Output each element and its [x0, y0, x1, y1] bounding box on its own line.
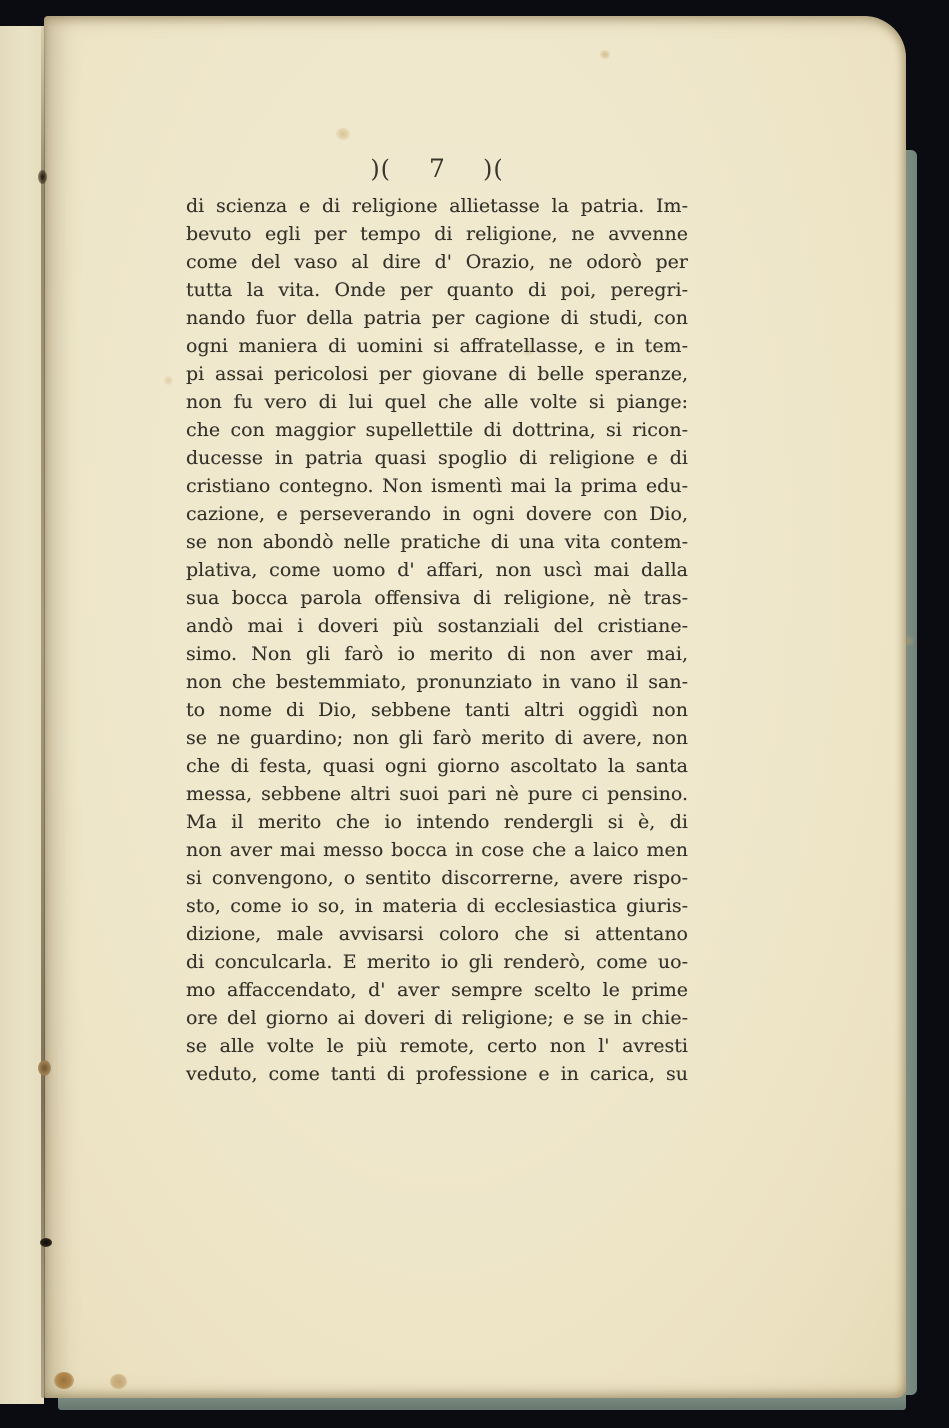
text-line: si convengono, o sentito discorrerne, avere rispo-	[186, 867, 688, 889]
text-line: non che bestemmiato, pronunziato in vano il san-	[186, 671, 688, 693]
text-line: come del vaso al dire d' Orazio, ne odorò per	[186, 251, 688, 273]
text-line: se alle volte le più remote, certo non l' avresti	[186, 1035, 688, 1057]
text-line: veduto, come tanti di professione e in carica, su	[186, 1063, 688, 1085]
gutter-notch	[38, 170, 47, 184]
foxing-stain	[600, 50, 610, 59]
gutter-crease	[41, 26, 45, 1398]
text-line: mo affaccendato, d' aver sempre scelto le prime	[186, 979, 688, 1001]
text-line: cazione, e perseverando in ogni dovere con Dio,	[186, 503, 688, 525]
text-line: nando fuor della patria per cagione di studi, con	[186, 307, 688, 329]
text-line: che con maggior supellettile di dottrina, si ricon-	[186, 419, 688, 441]
header-ornament-left: )(	[370, 155, 392, 183]
foxing-stain	[164, 376, 173, 385]
text-line: dizione, male avvisarsi coloro che si attentano	[186, 923, 688, 945]
foxing-stain	[904, 636, 914, 646]
text-line: non aver mai messo bocca in cose che a laico men	[186, 839, 688, 861]
text-line: che di festa, quasi ogni giorno ascoltato la santa	[186, 755, 688, 777]
text-line: Ma il merito che io intendo rendergli si è, di	[186, 811, 688, 833]
text-line: ducesse in patria quasi spoglio di religione e di	[186, 447, 688, 469]
text-line: se non abondò nelle pratiche di una vita contem-	[186, 531, 688, 553]
text-line: simo. Non gli farò io merito di non aver mai,	[186, 643, 688, 665]
facing-page-edge	[0, 26, 44, 1404]
page-header	[186, 154, 688, 183]
book-page	[44, 16, 906, 1398]
text-line: bevuto egli per tempo di religione, ne avvenne	[186, 223, 688, 245]
text-line: to nome di Dio, sebbene tanti altri oggidì non	[186, 699, 688, 721]
text-line: ore del giorno ai doveri di religione; e se in chie-	[186, 1007, 688, 1029]
header-ornament-right: )(	[482, 155, 504, 183]
foxing-stain	[54, 1372, 74, 1389]
text-line: pi assai pericolosi per giovane di belle speranze,	[186, 363, 688, 385]
foxing-stain	[336, 128, 350, 140]
text-line: di conculcarla. E merito io gli renderò, come uo-	[186, 951, 688, 973]
foxing-stain	[110, 1374, 127, 1389]
text-line: tutta la vita. Onde per quanto di poi, peregri-	[186, 279, 688, 301]
sewing-hole	[40, 1238, 52, 1247]
text-line: andò mai i doveri più sostanziali del cristiane-	[186, 615, 688, 637]
text-line: messa, sebbene altri suoi pari nè pure ci pensino.	[186, 783, 688, 805]
text-line: se ne guardino; non gli farò merito di avere, non	[186, 727, 688, 749]
text-line: sua bocca parola offensiva di religione, nè tras-	[186, 587, 688, 609]
thread-knot	[38, 1060, 51, 1076]
text-line: sto, come io so, in materia di ecclesiastica giuris-	[186, 895, 688, 917]
text-line: plativa, come uomo d' affari, non uscì mai dalla	[186, 559, 688, 581]
page-number: 7	[429, 154, 445, 183]
text-line: non fu vero di lui quel che alle volte si piange:	[186, 391, 688, 413]
page-text	[186, 192, 688, 1088]
text-line: ogni maniera di uomini si affratellasse, e in tem-	[186, 335, 688, 357]
text-line: di scienza e di religione allietasse la patria. Im-	[186, 195, 688, 217]
text-line: cristiano contegno. Non ismentì mai la prima edu-	[186, 475, 688, 497]
